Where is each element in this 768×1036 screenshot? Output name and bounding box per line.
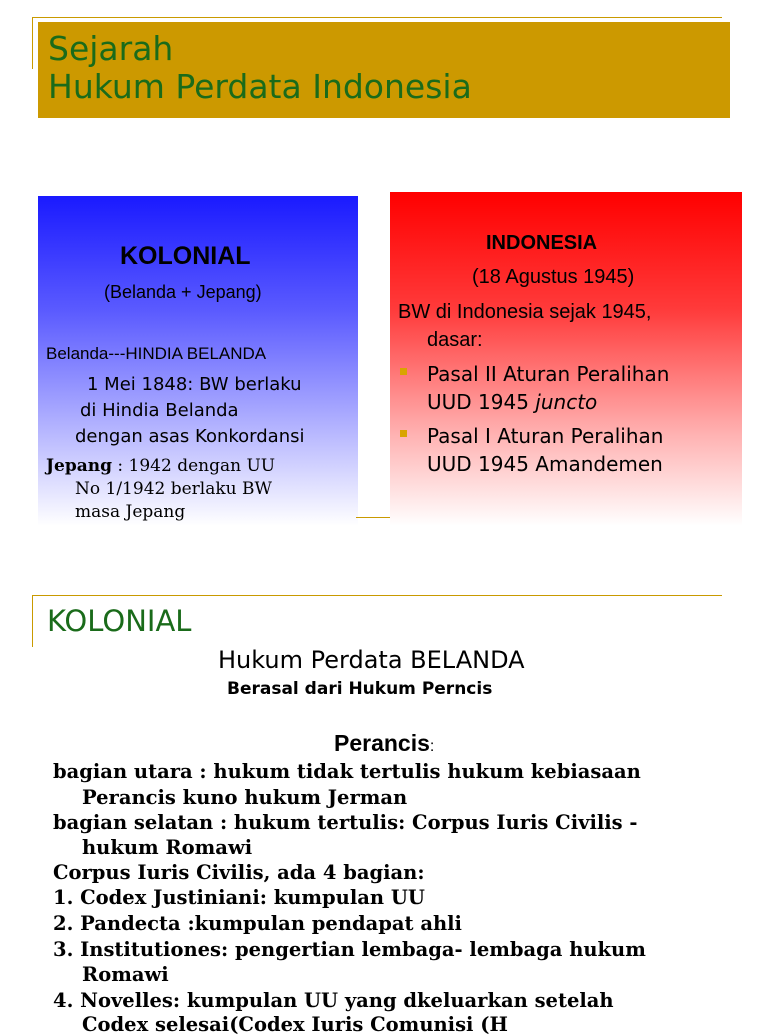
slide1-bottom-rule — [356, 517, 390, 518]
list-item: 4. Novelles: kumpulan UU yang dkeluarkan setelah — [53, 989, 614, 1012]
slide2-subtitle: Hukum Perdata BELANDA — [218, 646, 525, 674]
body-line: Corpus Iuris Civilis, ada 4 bagian: — [53, 861, 425, 884]
kolonial-jepang-line3: masa Jepang — [75, 502, 186, 522]
kolonial-line-konkordansi: dengan asas Konkordansi — [75, 426, 305, 447]
indonesia-intro-line1: BW di Indonesia sejak 1945, — [398, 301, 652, 323]
kolonial-line-hindia: di Hindia Belanda — [80, 400, 239, 421]
slide1-title — [48, 30, 472, 106]
kolonial-subheading: (Belanda + Jepang) — [104, 282, 262, 302]
indonesia-bullet1-line1: Pasal II Aturan Peralihan — [427, 362, 670, 386]
slide1-title-line2: Hukum Perdata Indonesia — [48, 67, 472, 106]
kolonial-line-1848: 1 Mei 1848: BW berlaku — [87, 374, 302, 395]
body-line: bagian utara : hukum tidak tertulis hukum kebiasaan — [53, 760, 641, 783]
jepang-label: Jepang — [46, 456, 113, 476]
perancis-colon: : — [429, 738, 435, 755]
bullet-square-icon — [400, 430, 407, 437]
list-item: 1. Codex Justiniani: kumpulan UU — [53, 886, 425, 909]
list-item-continued: Romawi — [82, 963, 169, 986]
indonesia-bullet1-line2 — [427, 390, 597, 414]
perancis-word: Perancis — [334, 730, 430, 756]
list-item: 3. Institutiones: pengertian lembaga- lembaga hukum — [53, 938, 646, 961]
body-line: Perancis kuno hukum Jerman — [82, 786, 408, 809]
kolonial-line-belanda: Belanda---HINDIA BELANDA — [46, 344, 267, 363]
kolonial-heading: KOLONIAL — [120, 242, 251, 270]
jepang-text-1: : 1942 dengan UU — [112, 456, 276, 476]
bullet1-juncto: juncto — [535, 390, 598, 414]
indonesia-intro-line2: dasar: — [427, 329, 483, 351]
indonesia-bullet2-line1: Pasal I Aturan Peralihan — [427, 424, 664, 448]
section-heading-perancis — [334, 730, 434, 757]
slide2-left-rule — [32, 595, 33, 647]
list-item-continued: Codex selesai(Codex Iuris Comunisi (H — [82, 1013, 508, 1036]
bullet1-uud: UUD 1945 — [427, 390, 536, 414]
list-item: 2. Pandecta :kumpulan pendapat ahli — [53, 912, 462, 935]
bullet-square-icon — [400, 368, 407, 375]
kolonial-jepang-line2: No 1/1942 berlaku BW — [75, 479, 272, 499]
slide1-left-rule — [32, 17, 33, 69]
indonesia-bullet2-line2: UUD 1945 Amandemen — [427, 452, 663, 476]
slide1-title-line1: Sejarah — [48, 29, 174, 68]
indonesia-date: (18 Agustus 1945) — [472, 266, 635, 288]
slide2-top-rule — [32, 595, 722, 596]
slide2-subtitle2: Berasal dari Hukum Perncis — [227, 679, 493, 699]
body-line: bagian selatan : hukum tertulis: Corpus Iuris Civilis - — [53, 811, 638, 834]
indonesia-heading: INDONESIA — [486, 232, 598, 254]
kolonial-jepang-line1 — [46, 456, 275, 476]
slide2-title: KOLONIAL — [47, 604, 192, 638]
body-line: hukum Romawi — [82, 836, 253, 859]
slide1-top-rule — [32, 17, 722, 18]
